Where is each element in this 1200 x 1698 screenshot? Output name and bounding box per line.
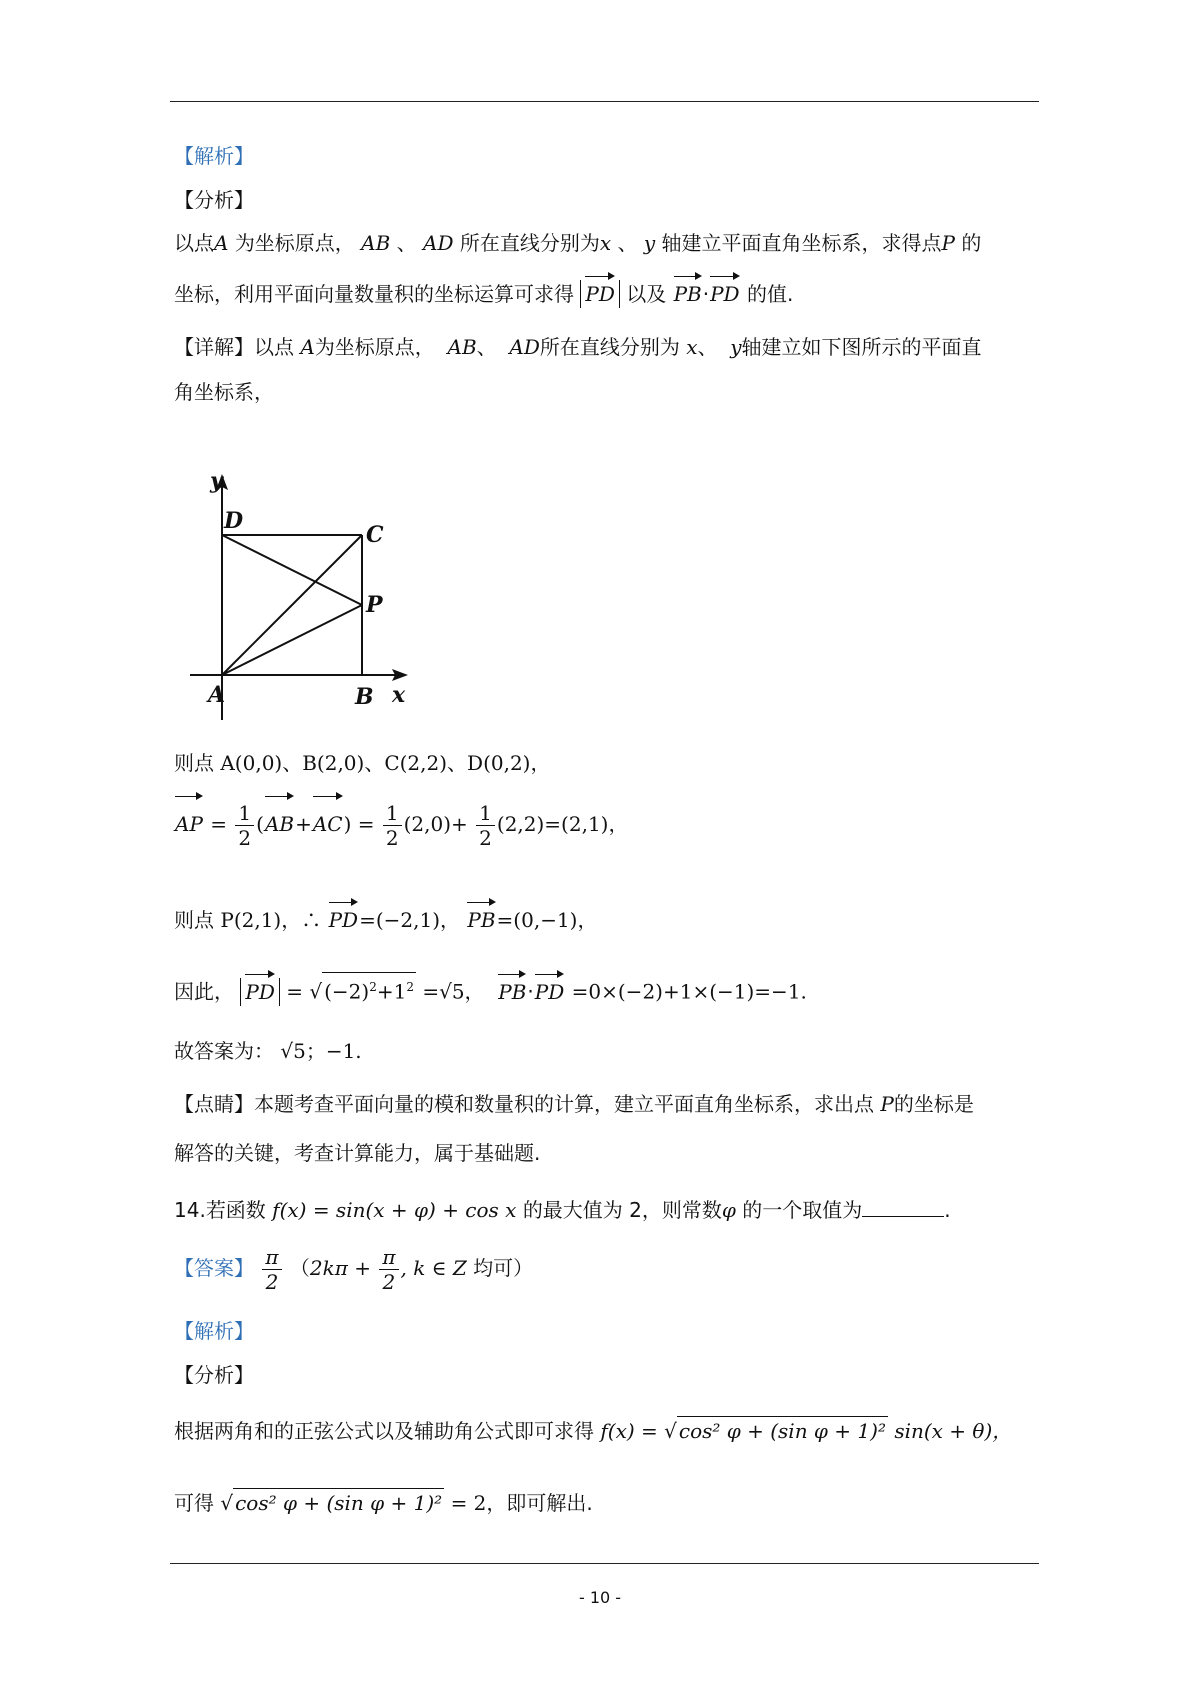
label-x: x bbox=[392, 682, 406, 708]
label-C: C bbox=[366, 522, 384, 548]
comment-line-1: 【点睛】本题考查平面向量的模和数量积的计算，建立平面直角坐标系，求出点 P的坐标是 bbox=[174, 1092, 974, 1116]
step-5: 故答案为： √5；−1. bbox=[174, 1039, 362, 1063]
label-B: B bbox=[355, 684, 374, 710]
label-y: y bbox=[210, 470, 223, 494]
coordinate-figure bbox=[180, 470, 420, 720]
label-P: P bbox=[366, 592, 383, 618]
question-14: 14.若函数 f(x) = sin(x + φ) + cos x 的最大值为 2，则常数φ 的一个取值为 . bbox=[174, 1198, 951, 1222]
page-number: - 10 - bbox=[578, 1588, 622, 1607]
answer-blank bbox=[862, 1200, 944, 1217]
step-4: 因此， PD = √ $(-2)^2+1^2 =√5$， PB·PD =0×(−2)+1×(−1)=−1. bbox=[174, 972, 807, 1006]
analysis-line-1: 以点A 为坐标原点， AB 、 AD 所在直线分别为x 、 y 轴建立平面直角坐标系，求得点P 的 bbox=[174, 231, 982, 255]
section-fenxi: 【分析】 bbox=[174, 188, 254, 212]
step-1: 则点 A(0,0)、B(2,0)、C(2,2)、D(0,2)， bbox=[174, 751, 551, 775]
analysis-line-2: 坐标，利用平面向量数量积的坐标运算可求得 PD 以及 PB·PD 的值. bbox=[174, 282, 794, 306]
label-A: A bbox=[208, 682, 226, 708]
segment-AP bbox=[222, 605, 362, 675]
footer-rule bbox=[170, 1563, 1039, 1564]
detail-line-2: 角坐标系， bbox=[174, 380, 274, 404]
section-jiexi: 【解析】 bbox=[174, 144, 254, 168]
label-D: D bbox=[224, 508, 244, 534]
analysis2-line-2: 可得 √ cos² φ + (sin φ + 1)² = 2，即可解出. bbox=[174, 1488, 593, 1517]
segment-DP bbox=[222, 535, 362, 605]
section-fenxi-2: 【分析】 bbox=[174, 1363, 254, 1387]
answer-line: 【答案】 $\frac{\pi}{2}$ （2kπ + $\frac{\pi}{2}$ , k ∈ Z 均可） bbox=[174, 1245, 534, 1294]
comment-line-2: 解答的关键，考查计算能力，属于基础题. bbox=[174, 1141, 541, 1165]
analysis2-line-1: 根据两角和的正弦公式以及辅助角公式即可求得 f(x) = √ cos² φ + (sin φ + 1)² sin(x + θ)， bbox=[174, 1416, 1012, 1445]
step-3: 则点 P(2,1)，∴ PD=(−2,1)， PB=(0,−1)， bbox=[174, 908, 598, 932]
detail-line-1: 【详解】以点 A为坐标原点， AB、 AD所在直线分别为 x、 y轴建立如下图所示的平面直 bbox=[174, 335, 982, 359]
segment-AC bbox=[222, 535, 362, 675]
header-rule bbox=[170, 101, 1039, 102]
step-2: AP = $\frac{1}{2}$ (AB+AC) = $\frac{1}{2}$ (2,0)+ $\frac{1}{2}$ (2,2)=(2,1)， bbox=[175, 801, 629, 850]
section-jiexi-2: 【解析】 bbox=[174, 1319, 254, 1343]
